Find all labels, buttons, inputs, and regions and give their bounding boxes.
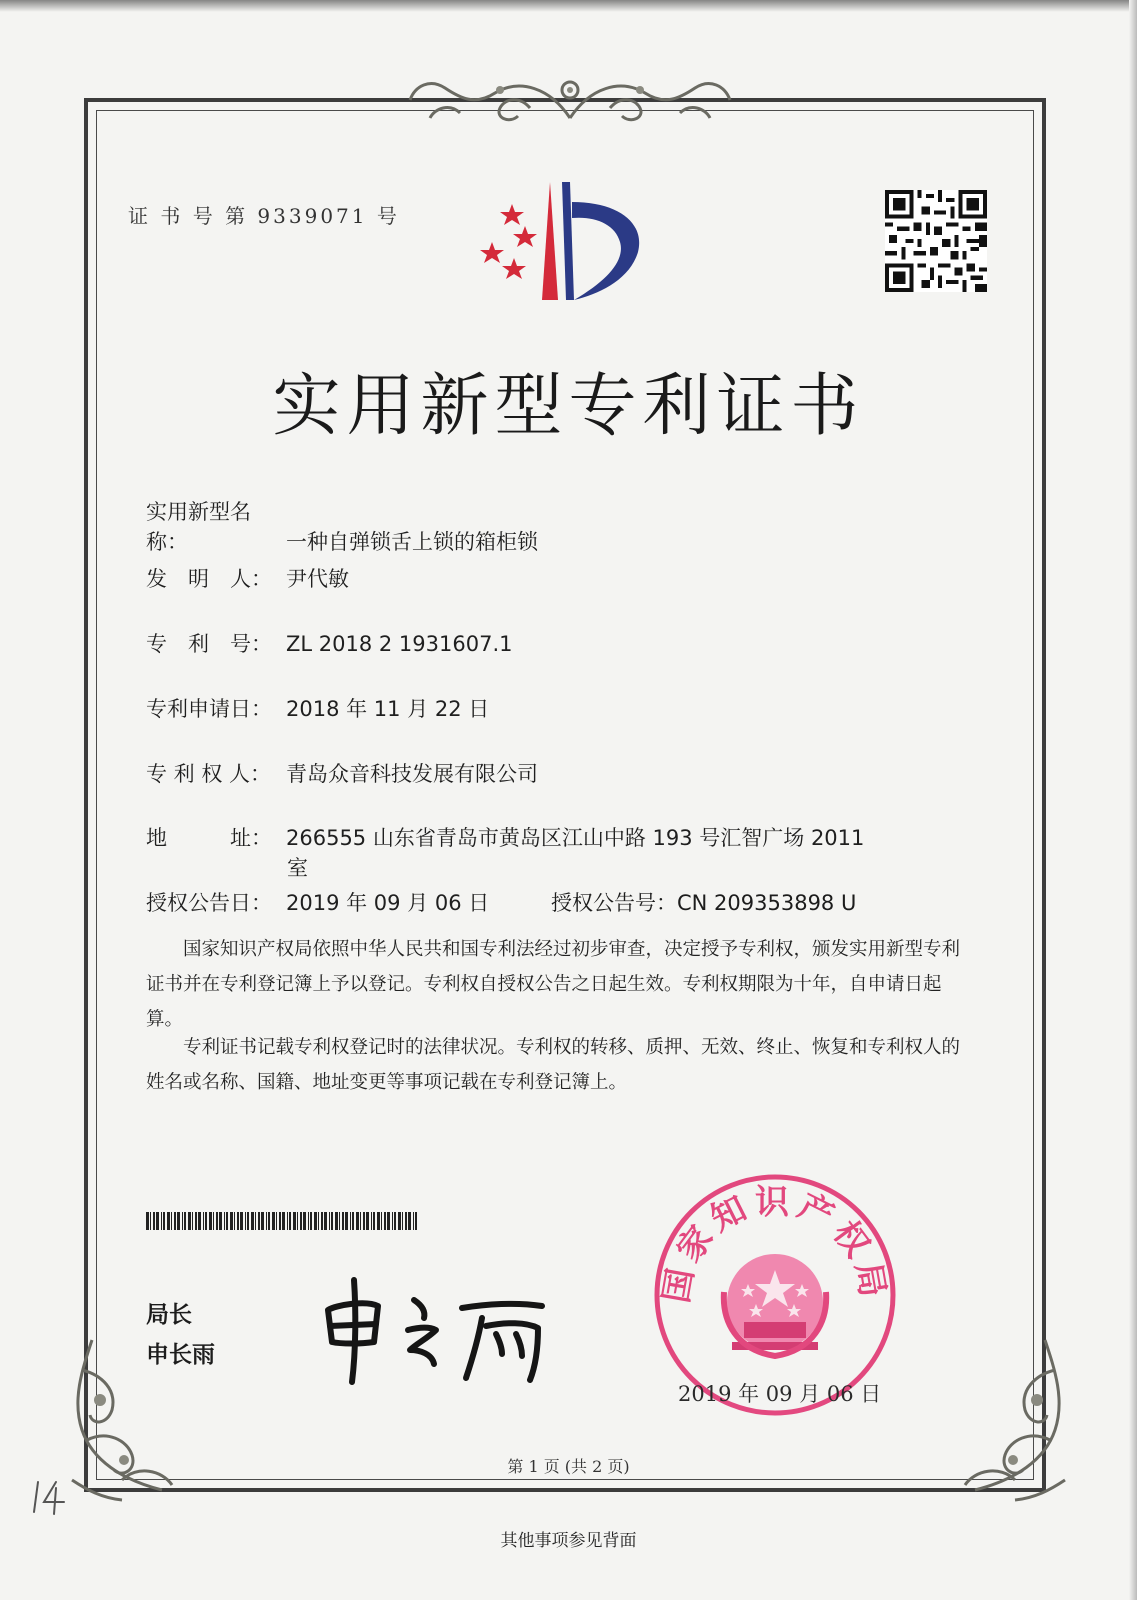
barcode-bar [321, 1212, 323, 1230]
barcode-bar [213, 1212, 214, 1230]
barcode-bar [153, 1212, 155, 1230]
see-reverse-note: 其他事项参见背面 [500, 1531, 637, 1551]
field-value: 一种自弹锁舌上锁的箱柜锁 [286, 530, 538, 554]
certificate-number: 证 书 号 第 9339071 号 [128, 204, 400, 228]
patent-office-emblem-icon [470, 174, 670, 304]
barcode-bar [387, 1212, 390, 1230]
barcode-bar [219, 1212, 222, 1230]
barcode-bar [300, 1212, 302, 1230]
scan-shadow-top [0, 0, 1137, 12]
corner-ornament-right-icon [935, 1330, 1075, 1505]
barcode-bar [398, 1212, 401, 1230]
barcode-bar [272, 1212, 275, 1230]
barcode-bar [163, 1212, 165, 1230]
qr-code-icon [885, 190, 987, 292]
field-label: 专 利 号： [146, 632, 272, 656]
barcode-bar [205, 1212, 207, 1230]
certificate-title: 实用新型专利证书 [272, 367, 865, 446]
svg-text:国家知识产权局: 国家知识产权局 [656, 1182, 894, 1306]
field-label: 地 址： [146, 826, 272, 850]
barcode-bar [237, 1212, 239, 1230]
page-number: 第 1 页 (共 2 页) [507, 1457, 630, 1476]
barcode-bar [360, 1212, 361, 1230]
field-label: 发 明 人： [146, 567, 272, 591]
barcode-bar [402, 1212, 403, 1230]
barcode-bar [384, 1212, 386, 1230]
barcode-bar [373, 1212, 375, 1230]
scan-shadow-right [1129, 0, 1137, 1600]
barcode-bar [226, 1212, 228, 1230]
field-address [146, 822, 864, 852]
field-address-continuation: 室 [287, 856, 308, 880]
barcode-bar [255, 1212, 256, 1230]
barcode-bar [268, 1212, 270, 1230]
barcode-bar [177, 1212, 180, 1230]
barcode-bar [167, 1212, 170, 1230]
director-title: 局长 [146, 1302, 192, 1328]
barcode-bar [230, 1212, 233, 1230]
field-value: 266555 山东省青岛市黄岛区江山中路 193 号汇智广场 2011 [286, 826, 865, 850]
top-ornament-icon [400, 68, 740, 128]
field-utility-model-name [146, 496, 538, 556]
barcode-bar [342, 1212, 344, 1230]
barcode-bar [329, 1212, 330, 1230]
barcode-bar [150, 1212, 151, 1230]
barcode-bar [234, 1212, 235, 1230]
barcode-icon [146, 1212, 418, 1230]
field-label: 专 利 权 人： [146, 762, 272, 786]
barcode-bar [224, 1212, 225, 1230]
barcode-bar [377, 1212, 380, 1230]
barcode-bar [371, 1212, 372, 1230]
barcode-bar [352, 1212, 354, 1230]
barcode-bar [408, 1212, 411, 1230]
legal-status-paragraph: 专利证书记载专利权登记时的法律状况。专利权的转移、质押、无效、终止、恢复和专利权人的姓名或名称、国籍、地址变更等事项记载在专利登记簿上。 [146, 1037, 961, 1093]
barcode-bar [314, 1212, 317, 1230]
barcode-bar [198, 1212, 201, 1230]
barcode-bar [350, 1212, 351, 1230]
barcode-bar [413, 1212, 414, 1230]
barcode-bar [156, 1212, 159, 1230]
field-label: 授权公告日： [146, 891, 272, 915]
barcode-bar [161, 1212, 162, 1230]
barcode-bar [366, 1212, 369, 1230]
barcode-bar [345, 1212, 348, 1230]
field-value: CN 209353898 U [677, 891, 857, 915]
barcode-bar [184, 1212, 186, 1230]
seal-date: 2019 年 09 月 06 日 [678, 1382, 882, 1406]
barcode-bar [381, 1212, 382, 1230]
barcode-bar [209, 1212, 212, 1230]
field-value: 青岛众音科技发展有限公司 [286, 762, 538, 786]
barcode-bar [174, 1212, 176, 1230]
barcode-bar [258, 1212, 260, 1230]
field-grant-announcement-number [551, 887, 856, 917]
field-value: ZL 2018 2 1931607.1 [286, 632, 513, 656]
handwritten-margin-number [30, 1478, 70, 1516]
barcode-bar [318, 1212, 319, 1230]
barcode-bar [308, 1212, 309, 1230]
field-grant-announcement-date [146, 887, 489, 917]
barcode-bar [240, 1212, 243, 1230]
field-label: 授权公告号： [551, 891, 677, 915]
barcode-bar [171, 1212, 172, 1230]
barcode-bar [287, 1212, 288, 1230]
field-patentee [146, 758, 538, 788]
barcode-bar [261, 1212, 264, 1230]
barcode-bar [356, 1212, 359, 1230]
barcode-bar [303, 1212, 306, 1230]
field-value: 2018 年 11 月 22 日 [286, 697, 490, 721]
barcode-bar [331, 1212, 333, 1230]
barcode-bar [195, 1212, 197, 1230]
barcode-bar [182, 1212, 183, 1230]
field-application-date [146, 693, 489, 723]
director-name: 申长雨 [146, 1342, 215, 1368]
field-label: 专利申请日： [146, 697, 272, 721]
barcode-bar [276, 1212, 277, 1230]
barcode-bar [363, 1212, 365, 1230]
barcode-bar [289, 1212, 291, 1230]
barcode-bar [324, 1212, 327, 1230]
barcode-bar [405, 1212, 407, 1230]
field-value: 2019 年 09 月 06 日 [286, 891, 490, 915]
barcode-bar [279, 1212, 281, 1230]
barcode-bar [335, 1212, 338, 1230]
barcode-bar [216, 1212, 218, 1230]
certificate-statement-paragraph: 国家知识产权局依照中华人民共和国专利法经过初步审查，决定授予专利权，颁发实用新型专利证书并在专利登记簿上予以登记。专利权自授权公告之日起生效。专利权期限为十年，自申请日起算。 [146, 939, 961, 1030]
barcode-bar [394, 1212, 396, 1230]
barcode-bar [192, 1212, 193, 1230]
barcode-bar [297, 1212, 298, 1230]
barcode-bar [188, 1212, 191, 1230]
barcode-bar [245, 1212, 246, 1230]
barcode-bar [251, 1212, 254, 1230]
barcode-bar [339, 1212, 340, 1230]
barcode-bar [392, 1212, 393, 1230]
field-inventor [146, 563, 349, 593]
barcode-bar [247, 1212, 249, 1230]
field-patent-number [146, 628, 512, 658]
barcode-bar [282, 1212, 285, 1230]
barcode-bar [415, 1212, 417, 1230]
handwritten-signature [316, 1270, 556, 1390]
field-label: 实用新型名称： [146, 500, 251, 554]
barcode-bar [146, 1212, 149, 1230]
barcode-bar [203, 1212, 204, 1230]
field-value: 尹代敏 [286, 567, 349, 591]
barcode-bar [266, 1212, 267, 1230]
barcode-bar [293, 1212, 296, 1230]
barcode-bar [310, 1212, 312, 1230]
